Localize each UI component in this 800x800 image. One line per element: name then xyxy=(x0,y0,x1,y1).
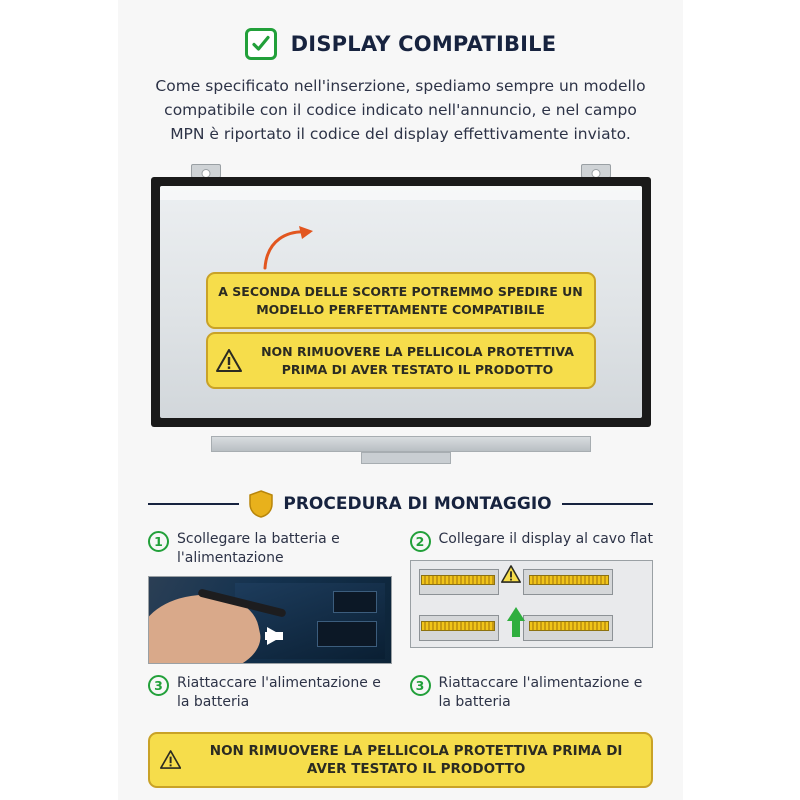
step-number: 2 xyxy=(410,531,431,552)
footer-warning-text: NON RIMUOVERE LA PELLICOLA PROTETTIVA PRIMA DI AVER TESTATO IL PRODOTTO xyxy=(209,742,623,777)
divider-right xyxy=(562,503,653,505)
content-panel xyxy=(118,0,683,800)
warning-triangle-icon xyxy=(216,349,242,372)
step-item xyxy=(410,530,654,552)
up-arrow-icon xyxy=(507,607,525,621)
procedure-title: PROCEDURA DI MONTAGGIO xyxy=(283,494,552,515)
footer-warning xyxy=(148,732,653,788)
step-text: Collegare il display al cavo flat xyxy=(438,531,653,548)
flat-cable-graphic xyxy=(529,621,609,631)
curved-arrow-icon xyxy=(261,224,317,270)
display-illustration xyxy=(151,164,651,464)
procedure-column-1-bottom xyxy=(148,674,392,712)
step-item xyxy=(148,530,392,568)
laptop-internals-photo xyxy=(148,576,392,664)
procedure-header xyxy=(148,490,653,518)
chip-graphic xyxy=(317,621,377,647)
chip-graphic xyxy=(333,591,377,613)
warning-triangle-icon xyxy=(160,746,181,773)
flat-cable-graphic xyxy=(421,575,495,585)
compatibility-notice: A SECONDA DELLE SCORTE POTREMMO SPEDIRE UN MODELLO PERFETTAMENTE COMPATIBILE xyxy=(206,272,596,329)
display-base-strip xyxy=(211,436,591,452)
step-number: 3 xyxy=(410,675,431,696)
shield-icon xyxy=(249,490,273,518)
step-item xyxy=(148,674,392,712)
divider-left xyxy=(148,503,239,505)
step-number: 1 xyxy=(148,531,169,552)
film-warning-text: NON RIMUOVERE LA PELLICOLA PROTETTIVA PRIMA DI AVER TESTATO IL PRODOTTO xyxy=(261,344,574,377)
film-warning-notice xyxy=(206,332,596,389)
step-text: Riattaccare l'alimentazione e la batteria xyxy=(177,674,381,710)
flat-cable-connector-photo xyxy=(410,560,654,648)
step-text: Riattaccare l'alimentazione e la batteria xyxy=(438,674,643,710)
mount-tab-right xyxy=(581,164,611,178)
page-title: DISPLAY COMPATIBILE xyxy=(290,32,557,56)
warning-triangle-icon xyxy=(501,565,521,583)
procedure-columns-bottom xyxy=(148,674,653,712)
pointer-arrow-icon xyxy=(267,627,283,645)
step-item xyxy=(410,674,654,712)
procedure-column-2-bottom xyxy=(410,674,654,712)
flat-cable-graphic xyxy=(529,575,609,585)
header xyxy=(118,0,683,60)
green-check-icon xyxy=(245,28,277,60)
procedure-columns xyxy=(148,530,653,664)
step-number: 3 xyxy=(148,675,169,696)
procedure-column-1 xyxy=(148,530,392,664)
intro-text: Come specificato nell'inserzione, spediamo sempre un modello compatibile con il codice indicato nell'annuncio, e nel campo MPN è riportato il codice del display effettivamente inviato. xyxy=(155,77,646,144)
flat-cable-graphic xyxy=(421,621,495,631)
mount-tab-left xyxy=(191,164,221,178)
display-base-tab xyxy=(361,452,451,464)
step-text: Scollegare la batteria e l'alimentazione xyxy=(177,531,340,566)
procedure-column-2 xyxy=(410,530,654,664)
